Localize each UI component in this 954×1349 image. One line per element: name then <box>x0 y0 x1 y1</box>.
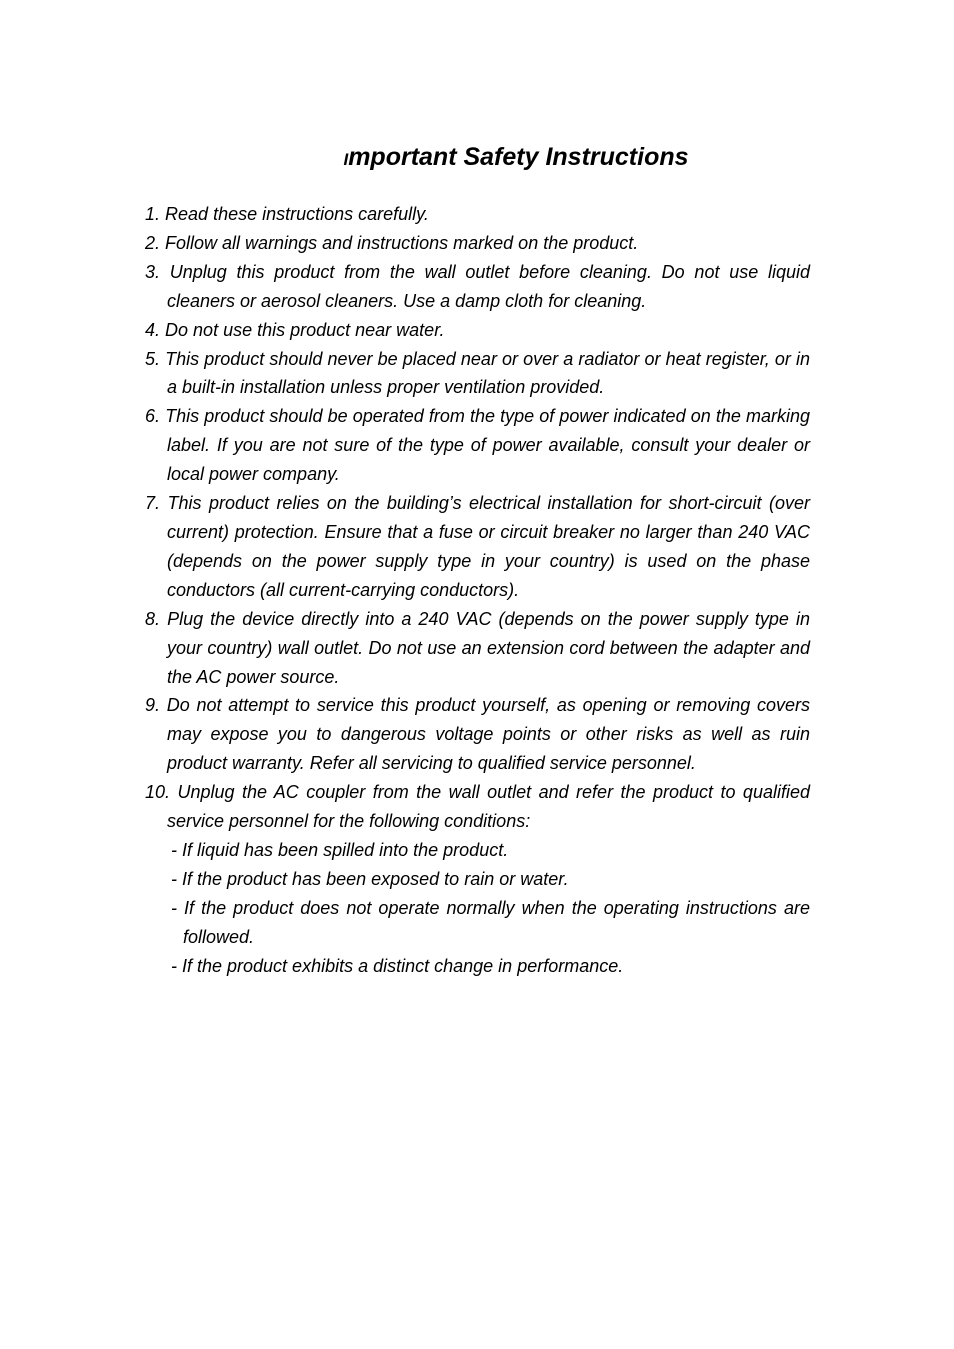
instruction-item-8 <box>145 605 810 692</box>
item-text: Do not use this product near water. <box>165 319 445 340</box>
item-number: 10. <box>145 782 171 803</box>
item-number: 5. <box>145 348 161 369</box>
item-number: 7. <box>145 493 161 514</box>
item-number: 4. <box>145 319 161 340</box>
item-number: 6. <box>145 406 161 427</box>
item-number: 3. <box>145 261 161 282</box>
page-title <box>0 141 954 176</box>
item-text: This product should be operated from the type of power indicated on the marking label. If you are not sure of the type of power available, consult your dealer or local power company. <box>165 406 810 485</box>
item-number: 9. <box>145 695 161 716</box>
item-text: Follow all warnings and instructions marked on the product. <box>165 232 639 253</box>
condition-item-3: - If the product does not operate normally when the operating instructions are followed. <box>171 897 810 947</box>
instruction-item-5 <box>145 345 810 403</box>
item-text: Do not attempt to service this product yourself, as opening or removing covers may expose you to dangerous voltage points or other risks as well as ruin product warranty. Refer all servicing to qualified service personnel. <box>166 695 810 774</box>
item-text: Unplug this product from the wall outlet before cleaning. Do not use liquid cleaners or aerosol cleaners. Use a damp cloth for cleaning. <box>167 261 810 311</box>
instruction-item-6 <box>145 402 810 489</box>
condition-item-2: - If the product has been exposed to rain or water. <box>171 868 569 889</box>
item-text: This product should never be placed near or over a radiator or heat register, or in a built-in installation unless proper ventilation provided. <box>165 348 810 398</box>
item-number: 8. <box>145 608 161 629</box>
item-text: Plug the device directly into a 240 VAC (depends on the power supply type in your country) wall outlet. Do not use an extension cord between the adapter and the AC power source. <box>167 608 810 687</box>
item-text: Unplug the AC coupler from the wall outlet and refer the product to qualified service personnel for the following conditions: <box>167 782 810 832</box>
instruction-item-1 <box>145 200 810 229</box>
instruction-item-2 <box>145 229 810 258</box>
condition-item-4: - If the product exhibits a distinct change in performance. <box>171 955 624 976</box>
instruction-list <box>145 200 810 980</box>
instruction-item-3 <box>145 258 810 316</box>
instruction-item-4 <box>145 316 810 345</box>
item-text: This product relies on the building’s electrical installation for short-circuit (over current) protection. Ensure that a fuse or circuit breaker no larger than 240 VAC (depends on the power supply type in your country) is used on the phase conductors (all current-carrying conductors). <box>167 493 810 600</box>
item-number: 2. <box>145 232 161 253</box>
item-text: Read these instructions carefully. <box>165 204 429 224</box>
item-number: 1. <box>145 204 161 224</box>
title-first-letter: I <box>343 150 349 169</box>
condition-item-1: - If liquid has been spilled into the product. <box>171 839 509 860</box>
instruction-item-7 <box>145 489 810 605</box>
title-text: mportant Safety Instructions <box>348 143 689 171</box>
instruction-item-9 <box>145 691 810 778</box>
instruction-item-10 <box>145 778 810 836</box>
